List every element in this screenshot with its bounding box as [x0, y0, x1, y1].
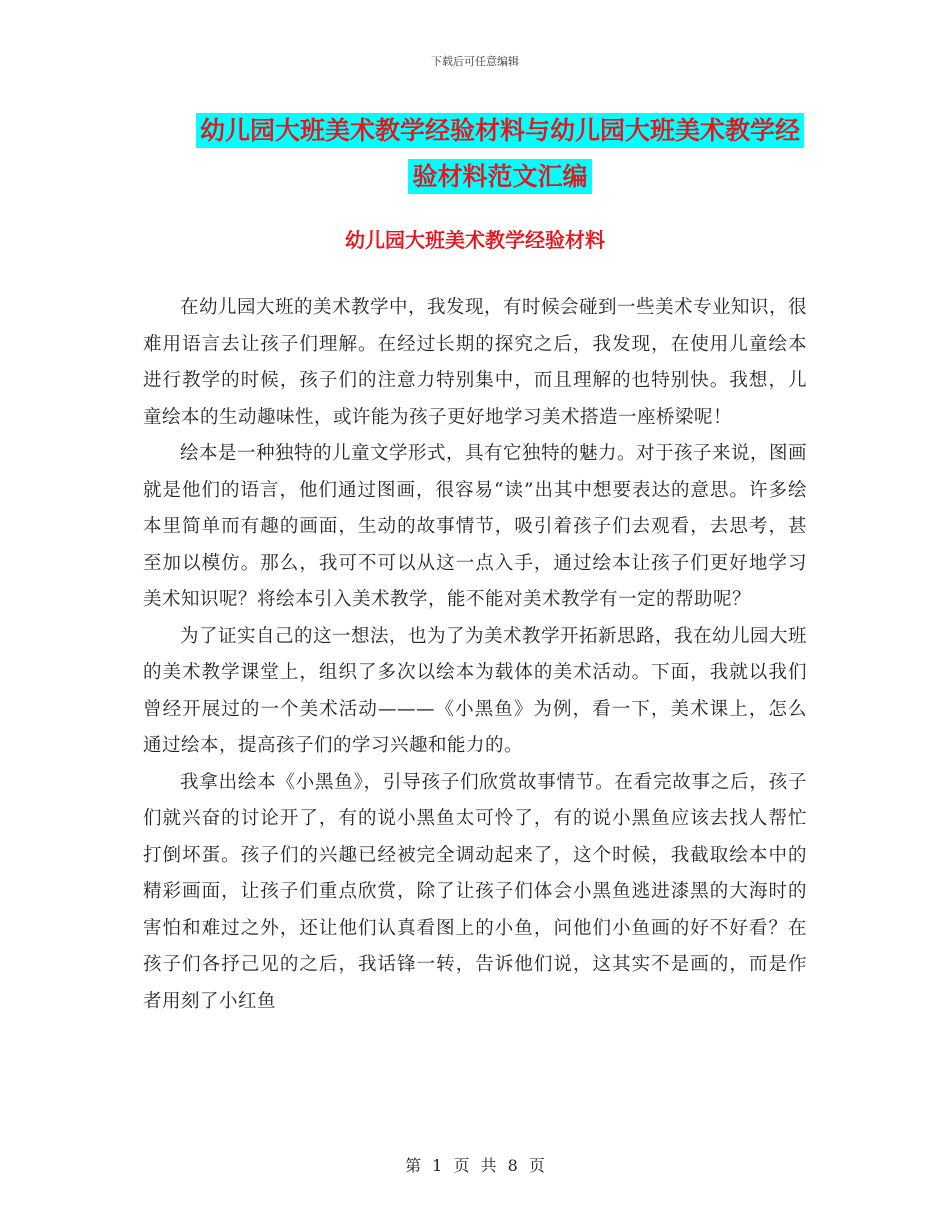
page-number: 第 1 页 共 8 页 [405, 1156, 545, 1175]
document-body [143, 290, 807, 1020]
paragraph: 为了证实自己的这一想法，也为了为美术教学开拓新思路，我在幼儿园大班的美术教学课堂上，组织了多次以绘本为载体的美术活动。下面，我就以我们曾经开展过的一个美术活动———《小黑鱼》为例，看一下，美术课上，怎么通过绘本，提高孩子们的学习兴趣和能力的。 [143, 625, 808, 756]
paragraph: 在幼儿园大班的美术教学中，我发现，有时候会碰到一些美术专业知识，很难用语言去让孩子们理解。在经过长期的探究之后，我发现，在使用儿童绘本进行教学的时候，孩子们的注意力特别集中，而且理解的也特别快。我想，儿童绘本的生动趣味性，或许能为孩子更好地学习美术搭造一座桥梁呢！ [143, 297, 808, 428]
document-title [190, 108, 810, 200]
paragraph: 绘本是一种独特的儿童文学形式，具有它独特的魅力。对于孩子来说，图画就是他们的语言，他们通过图画，很容易“读”出其中想要表达的意思。许多绘本里简单而有趣的画面，生动的故事情节，吸引着孩子们去观看，去思考，甚至加以模仿。那么，我可不可以从这一点入手，通过绘本让孩子们更好地学习美术知识呢？将绘本引入美术教学，能不能对美术教学有一定的帮助呢？ [143, 443, 808, 610]
header-note: 下载后可任意编辑 [431, 55, 519, 68]
document-title-text: 幼儿园大班美术教学经验材料与幼儿园大班美术教学经验材料范文汇编 [196, 113, 804, 194]
section-heading: 幼儿园大班美术教学经验材料 [345, 228, 605, 252]
paragraph: 我拿出绘本《小黑鱼》，引导孩子们欣赏故事情节。在看完故事之后，孩子们就兴奋的讨论开了，有的说小黑鱼太可怜了，有的说小黑鱼应该去找人帮忙打倒坏蛋。孩子们的兴趣已经被完全调动起来了，这个时候，我截取绘本中的精彩画面，让孩子们重点欣赏，除了让孩子们体会小黑鱼逃进漆黑的大海时的害怕和难过之外，还让他们认真看图上的小鱼，问他们小鱼画的好不好看？在孩子们各抒己见的之后，我话锋一转，告诉他们说，这其实不是画的，而是作者用刻了小红鱼 [143, 771, 807, 1012]
